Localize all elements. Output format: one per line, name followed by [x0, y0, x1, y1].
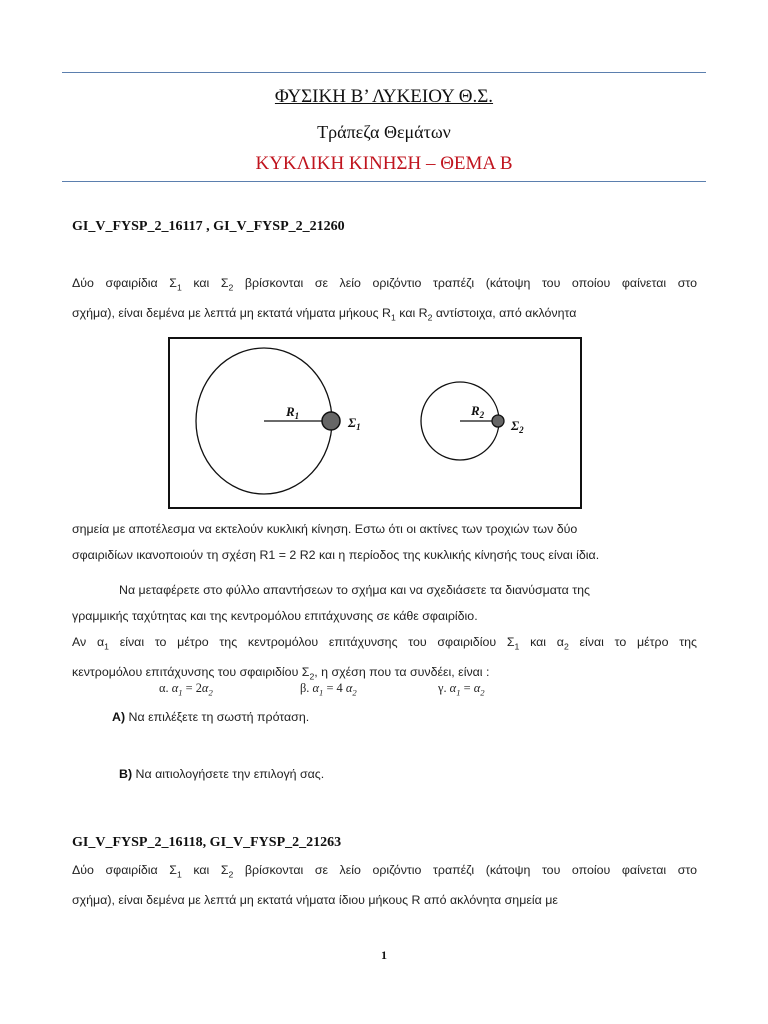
problem1-task-line-2: γραμμικής ταχύτητας και της κεντρομόλου επιτάχυνσης σε κάθε σφαιρίδιο. [72, 609, 478, 623]
part-a-text: Να επιλέξετε τη σωστή πρόταση. [125, 710, 310, 724]
part-b-label: Β) [119, 767, 133, 781]
problem1-cont-line-2: σφαιριδίων ικανοποιούν τη σχέση R1 = 2 R2 και η περίοδος της κυκλικής κίνησής τους είναι ίδια. [72, 548, 600, 562]
label-s2: $\Sigma_2$ [511, 418, 524, 435]
problem1-cont-line-1: σημεία με αποτέλεσμα να εκτελούν κυκλική κίνηση. Εστω ότι οι ακτίνες των τροχιών των δύο [72, 522, 578, 536]
problem1-intro-line-1: Δύο σφαιρίδια $\Sigma_1$ και $\Sigma_2$ βρίσκονται σε λείο οριζόντιο τραπέζι (κάτοψη του οποίου φαίνεται στο [72, 276, 697, 293]
problem2-intro [72, 857, 697, 913]
part-a [112, 710, 309, 724]
problem1-task [72, 577, 697, 629]
part-b-text: Να αιτιολογήσετε την επιλογή σας. [132, 767, 325, 781]
label-r1: $R_1$ [286, 404, 300, 421]
page-number: 1 [381, 948, 387, 962]
problem1-intro-line-2: σχήμα), είναι δεμένα με λεπτά μη εκτατά νήματα μήκους $R_1$ και $R_2$ αντίστοιχα, από ακλόνητα [72, 306, 577, 323]
topic-heading: ΚΥΚΛΙΚΗ ΚΙΝΗΣΗ – ΘΕΜΑ Β [255, 153, 513, 174]
sphere-2 [492, 415, 504, 427]
problem2-line-2: σχήμα), είναι δεμένα με λεπτά μη εκτατά νήματα ίδιου μήκους R από ακλόνητα σημεία με [72, 893, 558, 908]
problem1-task-line-1: Να μεταφέρετε στο φύλλο απαντήσεων το σχήμα και να σχεδιάσετε τα διανύσματα της [119, 583, 591, 597]
option-c: γ. $\alpha_1 = \alpha_2$ [438, 681, 485, 698]
problem1-question-line-1: Αν $\alpha_1$ είναι το μέτρο της κεντρομόλου επιτάχυνσης του σφαιριδίου $\Sigma_1$ και $\alpha_2$ είναι το μέτρο της [72, 635, 697, 652]
problem-code-2: GI_V_FYSP_2_16118, GI_V_FYSP_2_21263 [72, 835, 342, 850]
problem1-intro [72, 270, 697, 331]
circular-motion-figure [168, 337, 582, 509]
document-title: ΦΥΣΙΚΗ Β’ ΛΥΚΕΙΟΥ Θ.Σ. [274, 86, 494, 107]
problem-code-1: GI_V_FYSP_2_16117 , GI_V_FYSP_2_21260 [72, 219, 345, 234]
option-b: β. $\alpha_1 = 4$ $\alpha_2$ [300, 681, 357, 698]
label-s1: $\Sigma_1$ [348, 415, 361, 432]
part-a-label: Α) [112, 710, 126, 724]
document-subtitle: Τράπεζα Θεμάτων [317, 122, 451, 142]
part-b [119, 767, 324, 781]
option-a: α. $\alpha_1 = 2\alpha_2$ [159, 681, 213, 698]
label-r2: $R_2$ [471, 403, 485, 420]
problem1-continuation [72, 516, 697, 568]
problem2-line-1: Δύο σφαιρίδια $\Sigma_1$ και $\Sigma_2$ βρίσκονται σε λείο οριζόντιο τραπέζι (κάτοψη του οποίου φαίνεται στο [72, 863, 697, 880]
header-bottom-rule [62, 181, 706, 182]
top-rule [62, 72, 706, 73]
problem1-question-line-2: κεντρομόλου επιτάχυνσης του σφαιριδίου $\Sigma_2$, η σχέση που τα συνδέει, είναι : [72, 665, 490, 682]
sphere-1 [322, 412, 340, 430]
figure-svg [170, 339, 580, 507]
